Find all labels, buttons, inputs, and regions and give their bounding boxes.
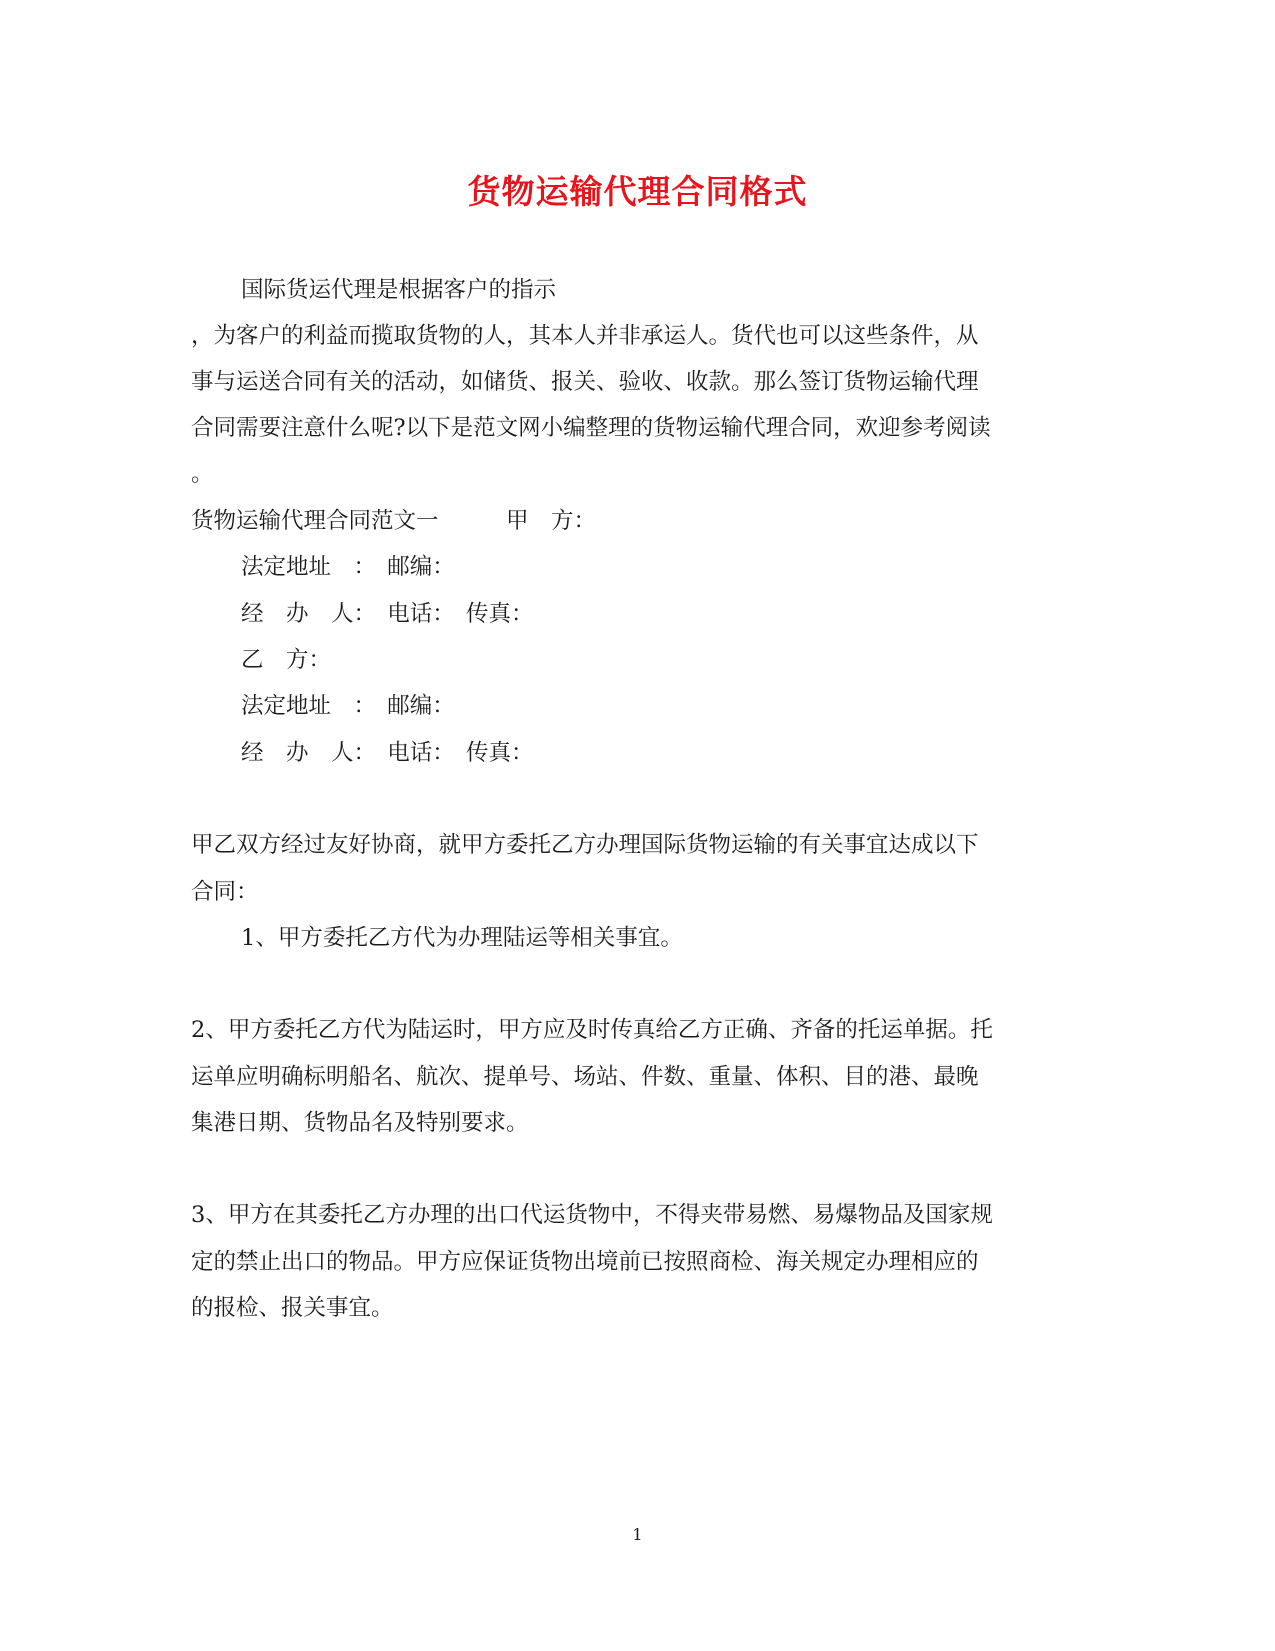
party-b-address: 法定地址 ： 邮编： [241,693,455,719]
intro-line: ，为客户的利益而揽取货物的人，其本人并非承运人。货代也可以这些条件，从 [191,323,979,349]
clause-3-line: 的报检、报关事宜。 [191,1295,394,1321]
party-b-label: 乙 方： [241,647,332,673]
agreement-line: 合同： [191,879,259,905]
clause-1: 1、甲方委托乙方代为办理陆运等相关事宜。 [241,925,683,951]
page-number: 1 [632,1525,643,1544]
party-b-contact: 经 办 人： 电话： 传真： [241,740,534,766]
clause-2-line: 2、甲方委托乙方代为陆运时，甲方应及时传真给乙方正确、齐备的托运单据。托 [191,1017,993,1043]
agreement-line: 甲乙双方经过友好协商，就甲方委托乙方办理国际货物运输的有关事宜达成以下 [191,832,979,858]
intro-line: 事与运送合同有关的活动，如储货、报关、验收、收款。那么签订货物运输代理 [191,369,979,395]
intro-line: 。 [191,461,214,487]
clause-2-line: 运单应明确标明船名、航次、提单号、场站、件数、重量、体积、目的港、最晚 [191,1064,979,1090]
intro-line: 合同需要注意什么呢?以下是范文网小编整理的货物运输代理合同，欢迎参考阅读 [191,415,991,441]
page-title: 货物运输代理合同格式 [467,172,808,211]
party-a-contact: 经 办 人： 电话： 传真： [241,601,534,627]
intro-line: 国际货运代理是根据客户的指示 [241,277,557,303]
clause-3-line: 定的禁止出口的物品。甲方应保证货物出境前已按照商检、海关规定办理相应的 [191,1249,979,1275]
contract-heading-party-a: 货物运输代理合同范文一 甲 方： [191,508,597,534]
clause-3-line: 3、甲方在其委托乙方办理的出口代运货物中，不得夹带易燃、易爆物品及国家规 [191,1202,993,1228]
clause-2-line: 集港日期、货物品名及特别要求。 [191,1110,529,1136]
party-a-address: 法定地址 ： 邮编： [241,554,455,580]
